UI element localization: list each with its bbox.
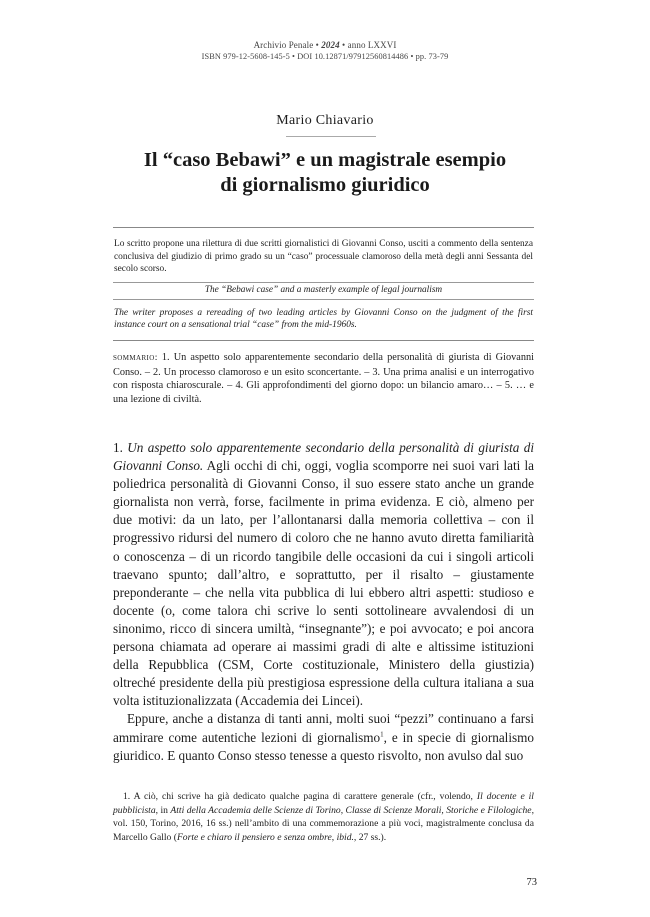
- running-header: [0, 39, 650, 63]
- doi: DOI 10.12871/97912560814486: [297, 52, 409, 61]
- journal-line: Archivio Penale • 2024 • anno LXXVI: [253, 40, 397, 50]
- isbn: ISBN 979-12-5608-145-5: [201, 52, 290, 61]
- footnote-number: 1.: [123, 791, 131, 802]
- footnote: 1. A ciò, chi scrive ha già dedicato qualche pagina di carattere generale (cfr., volendo, Il docente e il pubblicista, in Atti della Accademia delle Scienze di Torino, Classe di Scienze Morali, Storiche e Filologiche, vol. 150, Torino, 2016, 16 ss.) nell’ambito di una commemorazione a più voci, magistralmente conclusa da Marcello Gallo (Forte e chiaro il pensiero e senza ombre, ibid., 27 ss.).: [113, 791, 534, 843]
- page-number: 73: [526, 877, 537, 888]
- english-title: The “Bebawi case” and a masterly example of legal journalism: [113, 282, 534, 300]
- abstract-box: [113, 227, 534, 341]
- title-line-2: di giornalismo giuridico: [220, 174, 430, 196]
- footnote-ref: 1: [380, 730, 384, 739]
- article-title: [0, 148, 650, 198]
- section-heading: Un aspetto solo apparentemente secondario della personalità di giurista di Giovanni Conso.: [113, 440, 534, 474]
- paragraph-2: Eppure, anche a distanza di tanti anni, molti suoi “pezzi” continuano a farsi ammirare come autentiche lezioni di giornalismo$^1$, e in specie di giornalismo giuridico. E quanto Conso stesso tenesse a questo risvolto, non avulso dal suo: [113, 711, 534, 763]
- journal-volume: anno LXXVI: [347, 40, 397, 50]
- paragraph-1-text: Agli occhi di chi, oggi, voglia scomporre nei suoi vari lati la poliedrica personalità di Giovanni Conso, il suo essere stato anche un grande giornalista non verrà, forse, facilmente in prima evidenza. E ciò, almeno per due motivi: da un lato, per l’allontanarsi dalla memoria collettiva – con il progressivo ridursi del numero di coloro che ne hanno avuto diretta familiarità o conoscenza – di un ricordo tangibile delle occasioni da cui i singoli articoli traevano spunto; dall’altro, e soprattutto, per il risalto – giustamente preponderante – che nella vita pubblica di lui ebbero altri aspetti: studioso e docente (o, come talora chi scrive lo senti sottolineare avvalendosi di un sinonimo, ricco di sincera umiltà, “insegnante”); e poi avvocato; e poi ancora persona chiamata ad operare ai massimi gradi di alte e altissime istituzioni della Repubblica (CSM, Corte costituzionale, Ministero della giustizia) oltreché presidente della più prestigiosa espressione della cultura italiana a sua volta istituzionalizzata (Accademia dei Lincei).: [113, 458, 534, 709]
- author-divider: [286, 136, 376, 137]
- body-text: [113, 439, 534, 765]
- journal-name: Archivio Penale: [253, 40, 314, 50]
- summary-label: sommario:: [113, 353, 158, 363]
- paragraph-1: [113, 439, 534, 710]
- summary: [113, 351, 534, 406]
- abstract-italian: Lo scritto propone una rilettura di due scritti giornalistici di Giovanni Conso, usciti a commento della sentenza conclusiva del giudizio di primo grado su un “caso” processuale clamoroso della metà degli anni Sessanta del secolo scorso.: [114, 239, 533, 274]
- summary-text: 1. Un aspetto solo apparentemente secondario della personalità di giurista di Giovanni Conso. – 2. Un processo clamoroso e un esito sconcertante. – 3. Una prima analisi e un interrogativo con risposta chiaroscurale. – 4. Gli approfondimenti del giorno dopo: un bilancio amaro… – 5. … e una lezione di civiltà.: [113, 352, 534, 405]
- abstract-english: The writer proposes a rereading of two leading articles by Giovanni Conso on the judgment of the first instance court on a sensational trial “case” from the mid-1960s.: [114, 307, 533, 330]
- author-name: Mario Chiavario: [276, 113, 374, 128]
- identifier-line: ISBN 979-12-5608-145-5 • DOI 10.12871/97912560814486 • pp. 73-79: [201, 52, 449, 61]
- page-range: pp. 73-79: [415, 52, 449, 61]
- title-line-1: Il “caso Bebawi” e un magistrale esempio: [143, 149, 507, 171]
- journal-year: 2024: [321, 40, 340, 50]
- section-number: 1.: [113, 440, 123, 455]
